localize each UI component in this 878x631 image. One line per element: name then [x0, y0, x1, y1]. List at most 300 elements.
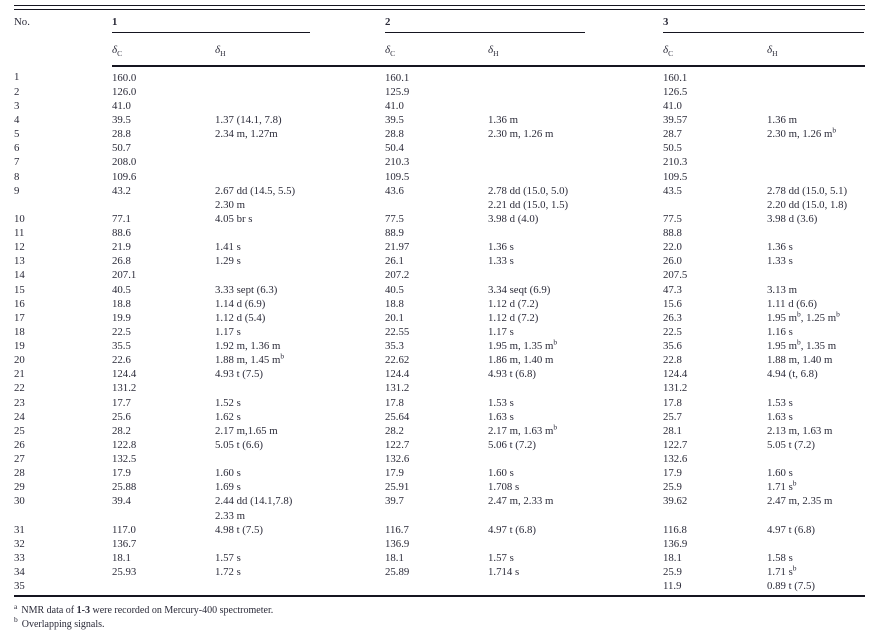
row-number-cell: 31	[14, 523, 25, 536]
footnote-a-text-prefix: NMR data of	[21, 605, 77, 617]
shift-value-cell: 1.17 s	[215, 325, 241, 338]
shift-value-cell: 122.7	[663, 438, 688, 451]
shift-value-cell: 88.8	[663, 227, 682, 240]
shift-value-cell: 17.9	[663, 467, 682, 480]
column-group-compound-1	[112, 10, 385, 38]
shift-value-cell: 88.9	[385, 227, 404, 240]
shift-value-cell: 1.60 s	[488, 467, 514, 480]
shift-value-cell	[215, 141, 385, 155]
shift-value-cell: 160.1	[663, 71, 688, 84]
shift-value-cell	[767, 155, 865, 169]
shift-value-cell: 40.5	[112, 283, 131, 296]
shift-value-cell: 3.98 d (4.0)	[488, 212, 539, 225]
table-row	[14, 353, 865, 367]
shift-value-cell: 39.4	[112, 495, 131, 508]
shift-value-cell: 22.0	[663, 241, 682, 254]
shift-value-cell: 132.6	[385, 453, 410, 466]
shift-value-cell: 1.12 d (5.4)	[215, 311, 266, 324]
row-number-cell: 3	[14, 99, 20, 112]
row-number-cell: 19	[14, 340, 25, 353]
table-row	[14, 551, 865, 565]
shift-value-cell: 2.67 dd (14.5, 5.5) 2.30 m	[215, 184, 296, 211]
shift-value-cell: 28.1	[663, 424, 682, 437]
table-row	[14, 212, 865, 226]
shift-value-cell: 25.6	[112, 410, 131, 423]
row-number-cell: 11	[14, 227, 25, 240]
shift-value-cell: 21.9	[112, 241, 131, 254]
shift-value-cell: 207.5	[663, 269, 688, 282]
shift-value-cell: 4.97 t (6.8)	[488, 523, 536, 536]
shift-value-cell: 18.1	[663, 551, 682, 564]
column-header-delta-h-3: $\delta_H$	[767, 38, 865, 66]
overlap-superscript: b	[280, 351, 285, 361]
shift-value-cell: 41.0	[385, 99, 404, 112]
shift-value-cell: 22.6	[112, 354, 131, 367]
shift-value-cell: 35.6	[663, 340, 682, 353]
table-row	[14, 99, 865, 113]
shift-value-cell: 1.95 $m^b$, 1.35 m	[767, 337, 837, 353]
row-number-cell: 24	[14, 410, 25, 423]
shift-value-cell: 28.8	[385, 128, 404, 141]
shift-value-cell: 1.62 s	[215, 410, 241, 423]
shift-value-cell: 43.6	[385, 184, 404, 197]
shift-value-cell: 1.53 s	[488, 396, 514, 409]
overlap-superscript: b	[797, 309, 801, 319]
shift-value-cell: 136.7	[112, 537, 137, 550]
shift-value-cell: 124.4	[663, 368, 688, 381]
shift-value-cell: 50.5	[663, 142, 682, 155]
shift-value-cell: 50.7	[112, 142, 131, 155]
shift-value-cell: 1.58 s	[767, 551, 793, 564]
shift-value-cell: 11.9	[663, 580, 682, 593]
table-row	[14, 466, 865, 480]
row-number-cell: 29	[14, 481, 25, 494]
shift-value-cell: 109.5	[663, 170, 688, 183]
shift-value-cell: 131.2	[663, 382, 688, 395]
table-row	[14, 85, 865, 99]
shift-value-cell: 26.8	[112, 255, 131, 268]
shift-value-cell	[767, 170, 865, 184]
shift-value-cell: 25.7	[663, 410, 682, 423]
shift-value-cell: 17.9	[112, 467, 131, 480]
shift-value-cell: 25.9	[663, 566, 682, 579]
footnote-b-text-prefix: Overlapping signals.	[21, 618, 105, 630]
shift-value-cell: 136.9	[385, 537, 410, 550]
shift-value-cell: 18.1	[112, 551, 131, 564]
table-row	[14, 184, 865, 212]
table-row	[14, 410, 865, 424]
shift-value-cell: 2.17 m, 1.63 $m^b$	[488, 422, 558, 437]
shift-value-cell: 1.17 s	[488, 325, 514, 338]
shift-value-cell: 26.3	[663, 311, 682, 324]
shift-value-cell: 124.4	[385, 368, 410, 381]
shift-value-cell: 4.97 t (6.8)	[767, 523, 815, 536]
shift-value-cell: 18.8	[385, 297, 404, 310]
shift-value-cell: 1.92 m, 1.36 m	[215, 340, 281, 353]
shift-value-cell: 210.3	[663, 156, 688, 169]
shift-value-cell: 1.36 s	[488, 241, 514, 254]
shift-value-cell	[488, 170, 663, 184]
shift-value-cell: 1.708 s	[488, 481, 520, 494]
row-number-cell: 16	[14, 297, 25, 310]
shift-value-cell: 35.5	[112, 340, 131, 353]
row-number-cell: 34	[14, 566, 25, 579]
table-row	[14, 523, 865, 537]
shift-value-cell: 25.88	[112, 481, 137, 494]
shift-value-cell: 1.37 (14.1, 7.8)	[215, 114, 282, 127]
shift-value-cell: 25.64	[385, 410, 410, 423]
shift-value-cell: 1.16 s	[767, 325, 793, 338]
shift-value-cell	[488, 85, 663, 99]
shift-value-cell: 41.0	[663, 99, 682, 112]
shift-value-cell: 1.71 $s^b$	[767, 478, 797, 494]
shift-value-cell	[215, 381, 385, 395]
shift-value-cell: 26.0	[663, 255, 682, 268]
shift-value-cell: 132.6	[663, 453, 688, 466]
row-number-cell: 8	[14, 170, 20, 183]
nmr-table-body	[14, 66, 865, 597]
compound-2-label: 2	[385, 16, 585, 33]
table-row	[14, 396, 865, 410]
shift-value-cell: 17.8	[663, 396, 682, 409]
shift-value-cell: 39.7	[385, 495, 404, 508]
shift-value-cell: 4.94 (t, 6.8)	[767, 368, 818, 381]
table-row	[14, 480, 865, 494]
shift-value-cell: 39.62	[663, 495, 688, 508]
row-number-cell: 18	[14, 325, 25, 338]
row-number-cell: 20	[14, 354, 25, 367]
row-number-cell: 2	[14, 85, 20, 98]
shift-value-cell: 1.53 s	[767, 396, 793, 409]
shift-value-cell: 131.2	[385, 382, 410, 395]
shift-value-cell: 22.8	[663, 354, 682, 367]
shift-value-cell	[488, 579, 663, 596]
footnote-a-marker: a	[14, 601, 18, 611]
shift-value-cell: 39.57	[663, 114, 688, 127]
footnote-b-marker: b	[14, 615, 18, 625]
footnote-a-text-suffix: were recorded on Mercury-400 spectrometer.	[89, 605, 274, 617]
row-number-cell: 28	[14, 467, 25, 480]
shift-value-cell	[215, 66, 385, 85]
shift-value-cell: 1.63 s	[488, 410, 514, 423]
shift-value-cell: 3.13 m	[767, 283, 797, 296]
shift-value-cell	[488, 381, 663, 395]
shift-value-cell: 126.5	[663, 85, 688, 98]
shift-value-cell: 2.13 m, 1.63 m	[767, 424, 833, 437]
shift-value-cell: 2.78 dd (15.0, 5.1) 2.20 dd (15.0, 1.8)	[767, 184, 848, 211]
shift-value-cell: 1.41 s	[215, 241, 241, 254]
shift-value-cell: 109.5	[385, 170, 410, 183]
shift-value-cell: 17.9	[385, 467, 404, 480]
shift-value-cell: 207.1	[112, 269, 137, 282]
shift-value-cell: 125.9	[385, 85, 410, 98]
shift-value-cell	[488, 99, 663, 113]
row-number-cell: 21	[14, 368, 25, 381]
table-row	[14, 311, 865, 325]
row-number-cell: 17	[14, 311, 25, 324]
table-row	[14, 254, 865, 268]
row-number-cell: 14	[14, 269, 25, 282]
footnote-a	[14, 601, 865, 618]
shift-value-cell: 43.5	[663, 184, 682, 197]
shift-value-cell: 132.5	[112, 453, 137, 466]
shift-value-cell: 1.71 $s^b$	[767, 563, 797, 579]
shift-value-cell: 1.88 m, 1.45 $m^b$	[215, 351, 285, 367]
row-number-cell: 12	[14, 241, 25, 254]
shift-value-cell	[215, 452, 385, 466]
shift-value-cell: 40.5	[385, 283, 404, 296]
shift-value-cell	[215, 155, 385, 169]
shift-value-cell: 1.29 s	[215, 255, 241, 268]
shift-value-cell	[767, 381, 865, 395]
shift-value-cell: 1.36 m	[488, 114, 518, 127]
shift-value-cell: 22.5	[112, 325, 131, 338]
shift-value-cell: 207.2	[385, 269, 410, 282]
shift-value-cell: 1.88 m, 1.40 m	[767, 354, 833, 367]
table-row	[14, 339, 865, 353]
shift-value-cell: 1.95 m, 1.35 $m^b$	[488, 337, 558, 353]
shift-value-cell: 131.2	[112, 382, 137, 395]
shift-value-cell: 17.7	[112, 396, 131, 409]
table-row	[14, 170, 865, 184]
overlap-superscript: b	[553, 337, 558, 347]
shift-value-cell: 1.14 d (6.9)	[215, 297, 266, 310]
footnotes	[14, 601, 865, 631]
shift-value-cell: 116.7	[385, 523, 409, 536]
table-row	[14, 452, 865, 466]
shift-value-cell: 1.714 s	[488, 566, 520, 579]
shift-value-cell: 1.72 s	[215, 566, 241, 579]
shift-value-cell: 5.05 t (6.6)	[215, 438, 263, 451]
shift-value-cell	[767, 537, 865, 551]
shift-value-cell: 4.93 t (6.8)	[488, 368, 536, 381]
table-row	[14, 494, 865, 522]
shift-value-cell: 47.3	[663, 283, 682, 296]
table-row	[14, 283, 865, 297]
shift-value-cell	[488, 226, 663, 240]
column-header-no: No.	[14, 15, 30, 28]
shift-value-cell: 2.34 m, 1.27m	[215, 128, 278, 141]
shift-value-cell: 15.6	[663, 297, 682, 310]
shift-value-cell: 2.47 m, 2.35 m	[767, 495, 833, 508]
compound-3-label: 3	[663, 16, 864, 33]
shift-value-cell: 1.12 d (7.2)	[488, 311, 539, 324]
shift-value-cell: 4.05 br s	[215, 212, 253, 225]
compound-1-label: 1	[112, 16, 310, 33]
row-number-cell: 22	[14, 382, 25, 395]
shift-value-cell: 126.0	[112, 85, 137, 98]
row-number-cell: 33	[14, 551, 25, 564]
table-row	[14, 579, 865, 596]
shift-value-cell: 5.05 t (7.2)	[767, 438, 815, 451]
shift-value-cell: 77.1	[112, 212, 131, 225]
shift-value-cell: 122.8	[112, 438, 137, 451]
shift-value-cell: 28.8	[112, 128, 131, 141]
shift-value-cell: 1.52 s	[215, 396, 241, 409]
shift-value-cell: 18.8	[112, 297, 131, 310]
shift-value-cell: 77.5	[385, 212, 404, 225]
shift-value-cell: 39.5	[112, 114, 131, 127]
shift-value-cell: 39.5	[385, 114, 404, 127]
row-number-cell: 32	[14, 537, 25, 550]
shift-value-cell: 25.89	[385, 566, 410, 579]
shift-value-cell	[488, 268, 663, 282]
row-number-cell: 13	[14, 255, 25, 268]
shift-value-cell	[488, 66, 663, 85]
shift-value-cell	[767, 226, 865, 240]
shift-value-cell: 1.33 s	[767, 255, 793, 268]
shift-value-cell: 1.95 $m^b$, 1.25 $m^b$	[767, 309, 840, 324]
table-header	[14, 10, 865, 66]
shift-value-cell: 88.6	[112, 227, 131, 240]
shift-value-cell	[767, 99, 865, 113]
table-row	[14, 155, 865, 169]
shift-value-cell: 18.1	[385, 551, 404, 564]
shift-value-cell: 117.0	[112, 523, 136, 536]
shift-value-cell: 26.1	[385, 255, 404, 268]
shift-value-cell: 116.8	[663, 523, 687, 536]
shift-value-cell: 20.1	[385, 311, 404, 324]
header-row-delta	[14, 38, 865, 66]
shift-value-cell: 28.7	[663, 128, 682, 141]
shift-value-cell: 2.17 m,1.65 m	[215, 424, 278, 437]
shift-value-cell: 3.98 d (3.6)	[767, 212, 818, 225]
shift-value-cell: 2.44 dd (14.1,7.8) 2.33 m	[215, 495, 293, 522]
shift-value-cell	[215, 226, 385, 240]
shift-value-cell: 1.63 s	[767, 410, 793, 423]
shift-value-cell	[385, 579, 488, 596]
row-number-cell: 4	[14, 114, 20, 127]
shift-value-cell: 22.62	[385, 354, 410, 367]
shift-value-cell	[215, 537, 385, 551]
shift-value-cell: 208.0	[112, 156, 137, 169]
shift-value-cell: 109.6	[112, 170, 137, 183]
row-number-cell: 6	[14, 142, 20, 155]
shift-value-cell: 41.0	[112, 99, 131, 112]
row-number-cell: 7	[14, 156, 20, 169]
shift-value-cell: 1.57 s	[215, 551, 241, 564]
shift-value-cell	[488, 141, 663, 155]
shift-value-cell: 5.06 t (7.2)	[488, 438, 536, 451]
shift-value-cell: 160.0	[112, 71, 137, 84]
column-header-delta-c-3: $\delta_C$	[663, 38, 767, 66]
column-header-delta-h-1: $\delta_H$	[215, 38, 385, 66]
shift-value-cell: 2.30 m, 1.26 m	[488, 128, 554, 141]
table-row	[14, 226, 865, 240]
shift-value-cell: 25.9	[663, 481, 682, 494]
shift-value-cell: 1.33 s	[488, 255, 514, 268]
shift-value-cell: 17.8	[385, 396, 404, 409]
shift-value-cell: 1.69 s	[215, 481, 241, 494]
shift-value-cell: 122.7	[385, 438, 410, 451]
table-row	[14, 66, 865, 85]
overlap-superscript: b	[792, 478, 797, 488]
row-number-cell: 25	[14, 424, 25, 437]
shift-value-cell	[215, 99, 385, 113]
overlap-superscript: b	[792, 563, 797, 573]
shift-value-cell: 22.5	[663, 325, 682, 338]
row-number-cell: 27	[14, 453, 25, 466]
shift-value-cell: 1.60 s	[215, 467, 241, 480]
shift-value-cell: 1.60 s	[767, 467, 793, 480]
table-row	[14, 381, 865, 395]
table-row	[14, 268, 865, 282]
shift-value-cell: 4.93 t (7.5)	[215, 368, 263, 381]
shift-value-cell: 0.89 t (7.5)	[767, 580, 815, 593]
shift-value-cell: 28.2	[385, 424, 404, 437]
shift-value-cell: 22.55	[385, 325, 410, 338]
shift-value-cell: 136.9	[663, 537, 688, 550]
table-row	[14, 537, 865, 551]
column-header-delta-c-1: $\delta_C$	[112, 38, 215, 66]
table-row	[14, 565, 865, 579]
shift-value-cell	[767, 85, 865, 99]
shift-value-cell: 19.9	[112, 311, 131, 324]
shift-value-cell: 1.36 s	[767, 241, 793, 254]
shift-value-cell: 77.5	[663, 212, 682, 225]
row-number-cell: 10	[14, 212, 25, 225]
shift-value-cell: 124.4	[112, 368, 137, 381]
shift-value-cell: 2.78 dd (15.0, 5.0) 2.21 dd (15.0, 1.5)	[488, 184, 569, 211]
table-row	[14, 127, 865, 141]
column-group-compound-2	[385, 10, 663, 38]
column-header-delta-h-2: $\delta_H$	[488, 38, 663, 66]
footnote-a-bold: 1-3	[76, 605, 90, 617]
shift-value-cell	[767, 66, 865, 85]
shift-value-cell: 1.12 d (7.2)	[488, 297, 539, 310]
shift-value-cell: 50.4	[385, 142, 404, 155]
shift-value-cell: 35.3	[385, 340, 404, 353]
table-row	[14, 424, 865, 438]
shift-value-cell: 25.93	[112, 566, 137, 579]
shift-value-cell: 3.33 sept (6.3)	[215, 283, 278, 296]
row-number-cell: 15	[14, 283, 25, 296]
footnote-b	[14, 615, 865, 631]
shift-value-cell: 3.34 seqt (6.9)	[488, 283, 551, 296]
shift-value-cell	[488, 155, 663, 169]
shift-value-cell	[112, 579, 215, 596]
shift-value-cell	[767, 268, 865, 282]
table-row	[14, 325, 865, 339]
table-row	[14, 367, 865, 381]
shift-value-cell	[215, 268, 385, 282]
shift-value-cell: 210.3	[385, 156, 410, 169]
shift-value-cell: 21.97	[385, 241, 410, 254]
shift-value-cell: 1.57 s	[488, 551, 514, 564]
shift-value-cell	[215, 170, 385, 184]
shift-value-cell: 2.47 m, 2.33 m	[488, 495, 554, 508]
shift-value-cell: 28.2	[112, 424, 131, 437]
shift-value-cell: 43.2	[112, 184, 131, 197]
shift-value-cell: 1.86 m, 1.40 m	[488, 354, 554, 367]
shift-value-cell	[488, 452, 663, 466]
shift-value-cell: 25.91	[385, 481, 410, 494]
table-row	[14, 240, 865, 254]
shift-value-cell	[767, 141, 865, 155]
row-number-cell: 26	[14, 438, 25, 451]
shift-value-cell: 160.1	[385, 71, 410, 84]
nmr-data-table	[14, 10, 865, 598]
overlap-superscript: b	[553, 422, 558, 432]
row-number-cell: 23	[14, 396, 25, 409]
row-number-cell: 30	[14, 495, 25, 508]
column-group-compound-3	[663, 10, 865, 38]
row-number-cell: 5	[14, 128, 20, 141]
row-number-cell: 35	[14, 580, 25, 593]
table-row	[14, 438, 865, 452]
table-row	[14, 113, 865, 127]
shift-value-cell: 4.98 t (7.5)	[215, 523, 263, 536]
